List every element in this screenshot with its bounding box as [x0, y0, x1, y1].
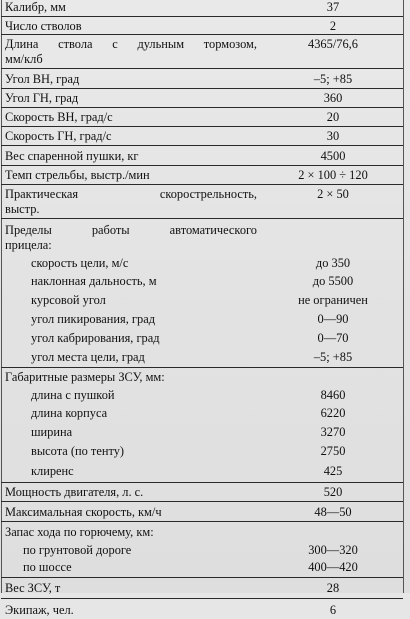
table-row	[1, 253, 403, 272]
row-value	[263, 368, 403, 386]
row-label: угол кабрирования, град	[31, 330, 160, 345]
row-label: клиренс	[1, 461, 263, 482]
table-row	[1, 599, 403, 619]
table-group-header	[1, 218, 403, 253]
row-value: 30	[263, 126, 403, 145]
row-label: Скорость ГН, град/с	[1, 126, 263, 145]
row-value: 0—70	[317, 330, 349, 345]
table-row	[1, 442, 403, 461]
row-value: 2 × 50	[263, 184, 403, 218]
row-value: 48—50	[263, 501, 403, 521]
row-label: по грунтовой дороге	[23, 542, 132, 557]
table-row	[1, 126, 403, 145]
table-right-border	[403, 0, 404, 593]
row-label: Скорость ВН, град/с	[1, 107, 263, 126]
row-value: 0—90	[317, 311, 349, 326]
table-row	[1, 0, 403, 16]
row-value: –5; +85	[263, 348, 403, 368]
row-label: Мощность двигателя, л. с.	[1, 482, 263, 501]
row-label: курсовой угол	[31, 292, 106, 307]
table-group-header	[1, 521, 403, 540]
table-row	[1, 107, 403, 126]
row-label: Угол ГН, град	[1, 88, 263, 107]
row-value: 425	[263, 461, 403, 482]
row-value: 360	[263, 88, 403, 107]
row-label	[1, 184, 263, 218]
table-row	[1, 68, 403, 88]
row-value: 6	[329, 603, 337, 617]
row-label: длина с пушкой	[31, 388, 115, 402]
table-row	[1, 482, 403, 501]
row-value: 520	[263, 482, 403, 501]
table-row	[1, 329, 403, 348]
row-label: угол пикирования, град	[31, 311, 156, 326]
row-label: Калибр, мм	[1, 0, 263, 16]
row-value: 6220	[320, 406, 346, 420]
row-label: ширина	[31, 425, 73, 439]
table-row	[1, 88, 403, 107]
row-label-line: выстр.	[5, 201, 40, 216]
row-value: 28	[263, 578, 403, 599]
row-label-line: Практическая скорострельность,	[5, 186, 257, 201]
table-row	[1, 540, 403, 558]
row-value: 20	[263, 107, 403, 126]
row-label: Число стволов	[1, 16, 263, 34]
row-value: 400—420	[263, 558, 403, 578]
row-label: Вес спаренной пушки, кг	[1, 145, 263, 165]
row-label-line: Пределы работы автоматического	[5, 222, 257, 237]
row-value: 2	[263, 16, 403, 34]
row-label: Экипаж, чел.	[5, 603, 74, 617]
specifications-table	[1, 0, 403, 619]
row-label: скорость цели, м/с	[31, 255, 129, 270]
table-row	[1, 165, 403, 184]
row-value: не ограничен	[298, 292, 368, 307]
row-label: длина корпуса	[31, 406, 108, 420]
table-row	[1, 16, 403, 34]
table-row	[1, 501, 403, 521]
table-row	[1, 348, 403, 368]
row-value: до 5500	[312, 273, 354, 288]
row-value	[263, 521, 403, 540]
row-value: –5; +85	[263, 68, 403, 88]
row-value: 3270	[320, 425, 346, 439]
row-label: угол места цели, град	[1, 348, 263, 368]
row-label: наклонная дальность, м	[31, 273, 157, 288]
table-row	[1, 578, 403, 599]
row-label	[1, 34, 263, 68]
table-row	[1, 461, 403, 482]
table-group-header	[1, 368, 403, 386]
table-row	[1, 184, 403, 218]
table-row	[1, 423, 403, 442]
row-label: Максимальная скорость, км/ч	[1, 501, 263, 521]
table-row	[1, 272, 403, 291]
row-value: 300—320	[308, 542, 358, 557]
row-value: до 350	[315, 255, 351, 270]
row-value: 4365/76,6	[263, 34, 403, 68]
row-label: по шоссе	[1, 558, 263, 578]
row-value: 37	[263, 0, 403, 16]
table-row	[1, 558, 403, 578]
row-value: 2 × 100 ÷ 120	[263, 165, 403, 184]
row-label: Вес ЗСУ, т	[1, 578, 263, 599]
table-row	[1, 310, 403, 329]
table-row	[1, 385, 403, 404]
row-label-line: прицела:	[5, 237, 52, 252]
row-label: высота (по тенту)	[31, 444, 125, 458]
row-label: Темп стрельбы, выстр./мин	[1, 165, 263, 184]
table-row	[1, 34, 403, 68]
row-label: Габаритные размеры ЗСУ, мм:	[5, 370, 165, 384]
row-value: 8460	[320, 388, 346, 402]
row-label: Запас хода по горючему, км:	[5, 524, 154, 539]
row-value: 4500	[263, 145, 403, 165]
row-value: 2750	[320, 444, 346, 458]
row-label-line: мм/клб	[5, 51, 43, 66]
row-label: Угол ВН, град	[1, 68, 263, 88]
table-row	[1, 291, 403, 310]
row-label	[1, 218, 263, 253]
table-row	[1, 145, 403, 165]
row-label-line: Длина ствола с дульным тормозом,	[5, 36, 257, 51]
table-row	[1, 404, 403, 423]
row-value	[263, 218, 403, 253]
